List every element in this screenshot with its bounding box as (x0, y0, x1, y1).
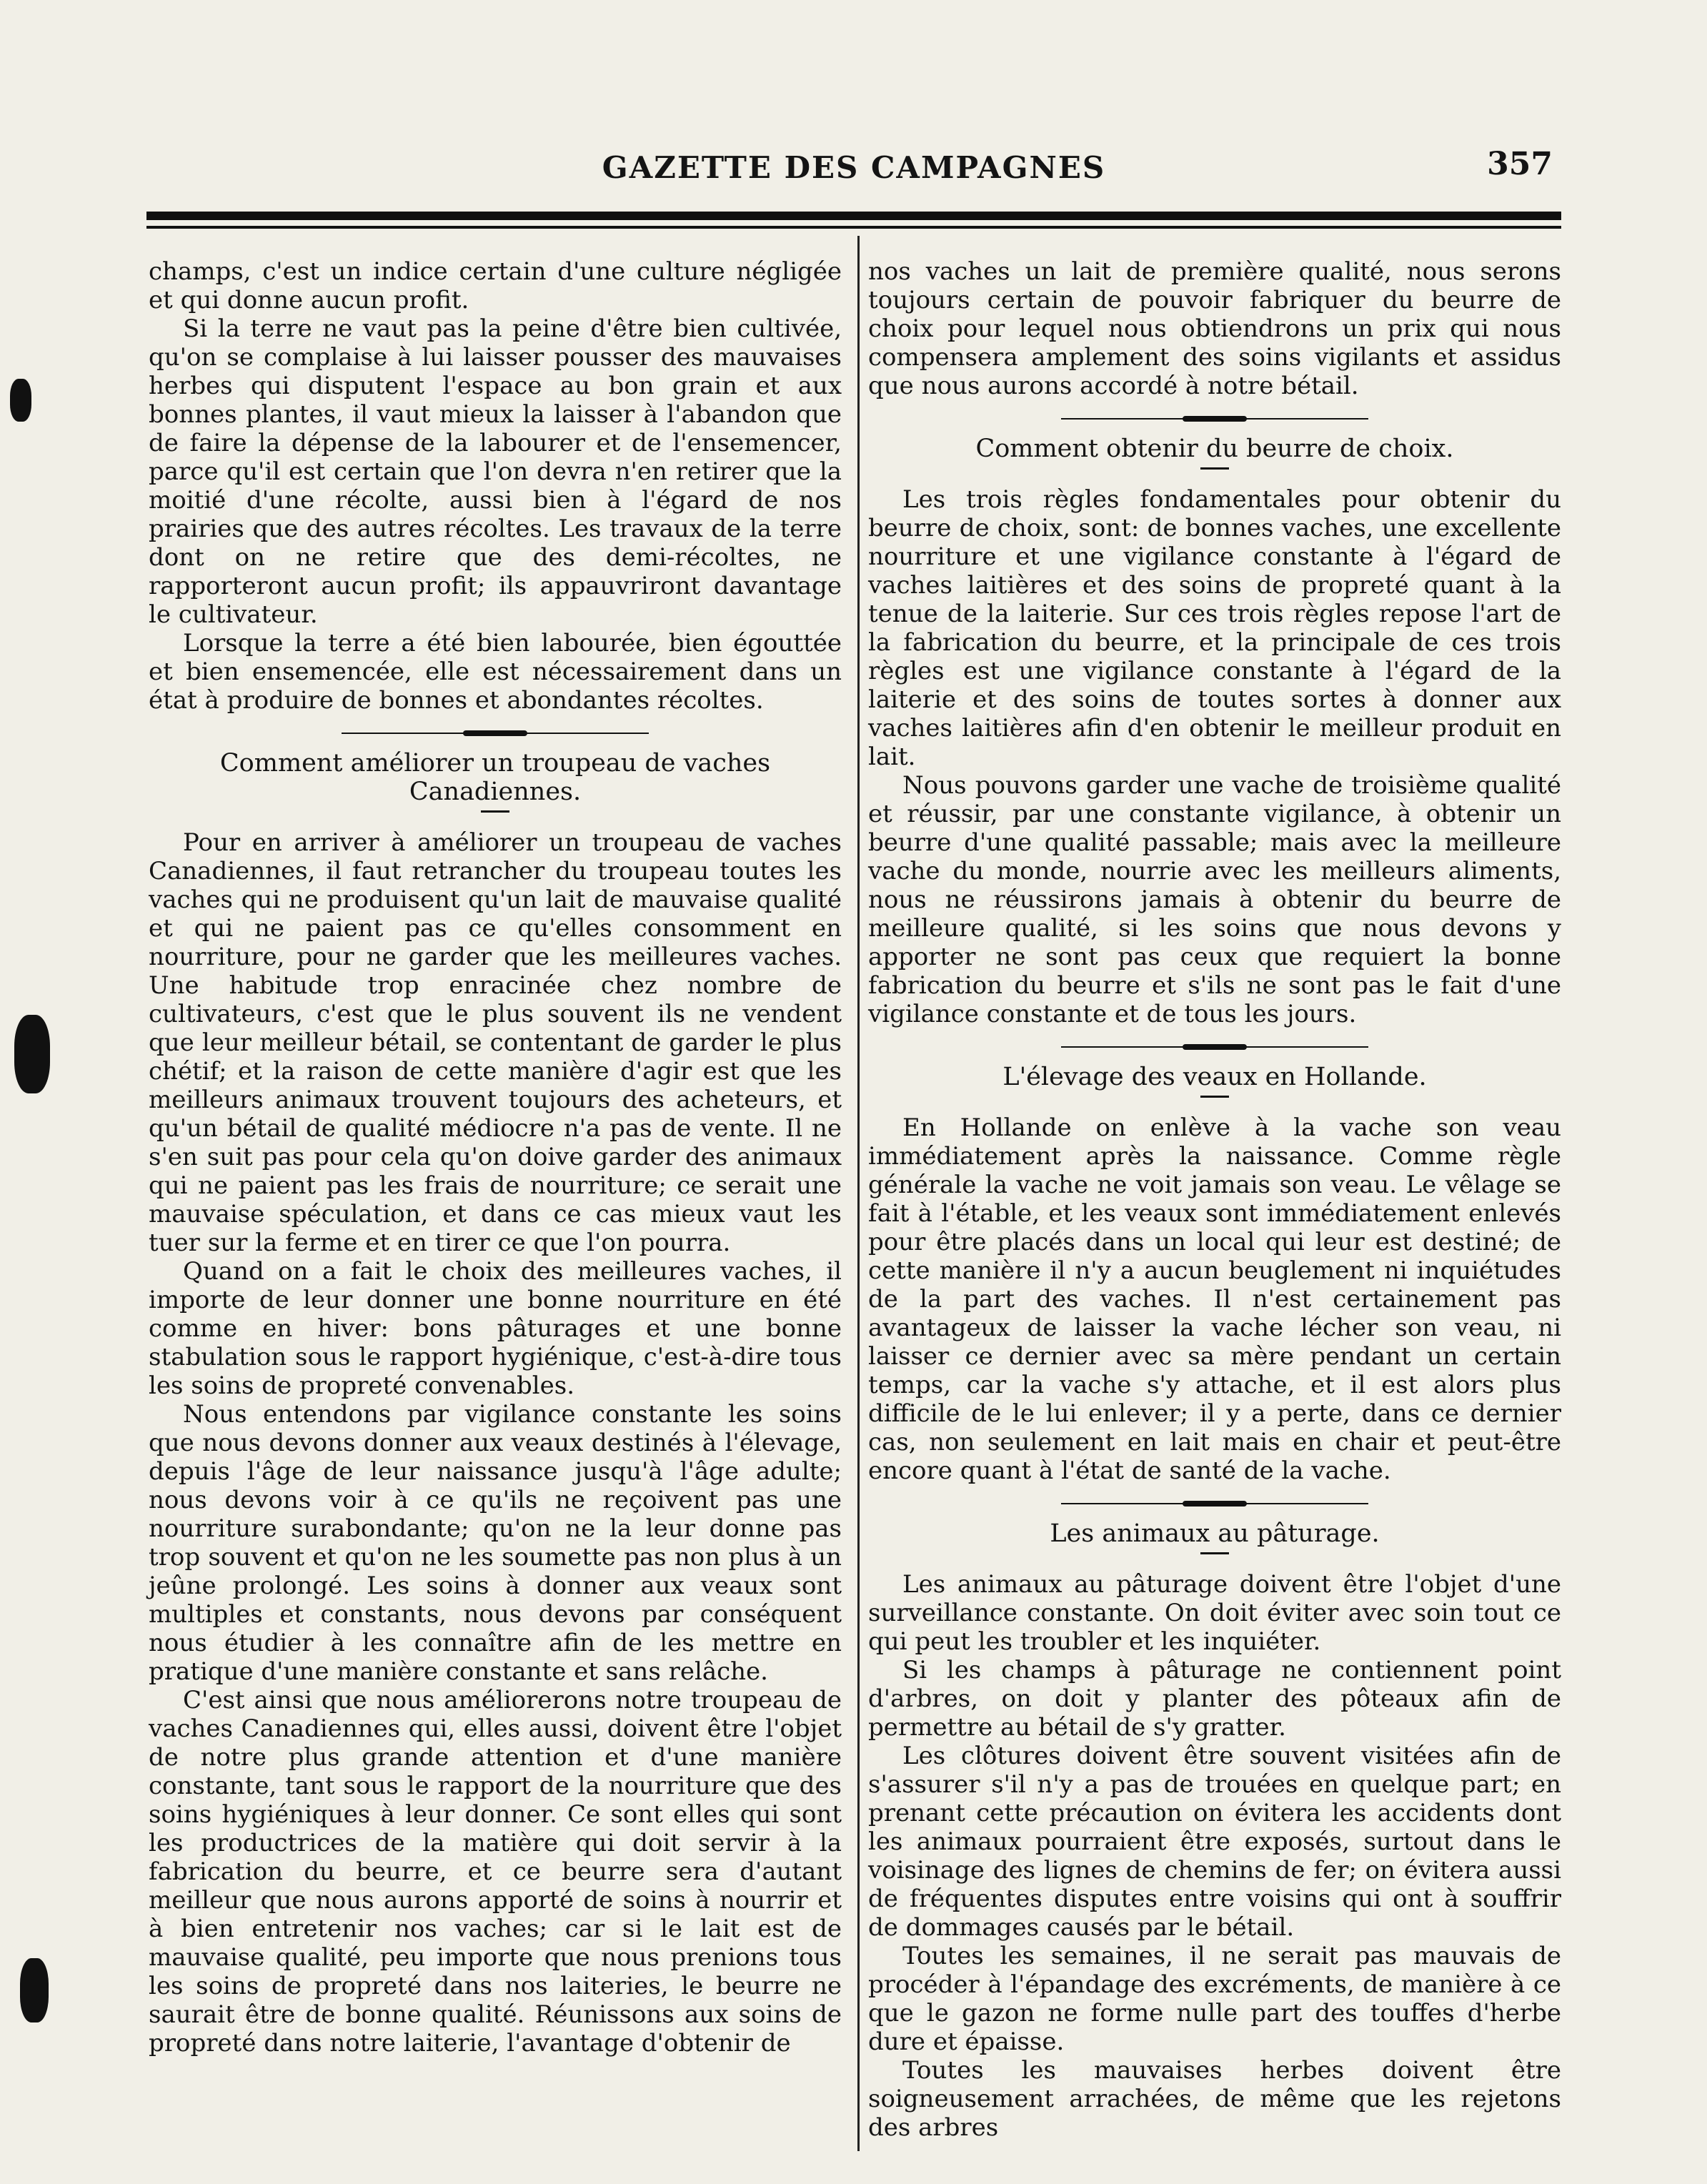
title-dash (1200, 1096, 1229, 1098)
paragraph: champs, c'est un indice certain d'une culture négligée et qui donne aucun profit. (149, 257, 842, 314)
section-separator (342, 729, 649, 738)
paragraph: nos vaches un lait de première qualité, nous serons toujours certain de pouvoir fabriquer du beurre de choix pour lequel nous obtiendrons un prix qui nous compensera amplement des soins vigilants et assidus que nous aurons accordé à notre bétail. (868, 257, 1561, 400)
paragraph: Pour en arriver à améliorer un troupeau de vaches Canadiennes, il faut retrancher du troupeau toutes les vaches qui ne produisent qu'un lait de mauvaise qualité et qui ne paient pas ce qu'elles consomment en nourriture, pour ne garder que les meilleures vaches. Une habitude trop enracinée chez nombre de cultivateurs, c'est que le plus souvent ils ne vendent que leur meilleur bétail, se contentant de garder le plus chétif; et la raison de cette manière d'agir est que les meilleurs animaux trouvent toujours des acheteurs, et qu'un bétail de qualité médiocre n'a pas de vente. Il ne s'en suit pas pour cela qu'on doive garder des animaux qui ne paient pas les frais de nourriture; ce serait une mauvaise spéculation, et dans ce cas mieux vaut les tuer sur la ferme et en tirer ce que l'on pourra. (149, 828, 842, 1257)
paragraph: Quand on a fait le choix des meilleures vaches, il importe de leur donner une bonne nourriture en été comme en hiver: bons pâturages et une bonne stabulation sous le rapport hygiénique, c'est-à-dire tous les soins de propreté convenables. (149, 1257, 842, 1400)
paragraph: Toutes les semaines, il ne serait pas mauvais de procéder à l'épandage des excréments, de manière à ce que le gazon ne forme nulle part des touffes d'herbe dure et épaisse. (868, 1942, 1561, 2056)
title-dash (1200, 1552, 1229, 1554)
section-separator (1061, 1499, 1368, 1508)
paragraph: Nous pouvons garder une vache de troisième qualité et réussir, par une constante vigilance, à obtenir un beurre d'une qualité passable; mais avec la meilleure vache du monde, nourrie avec les meilleurs aliments, nous ne réussirons jamais à obtenir du beurre de meilleure qualité, si les soins que nous devons y apporter ne sont pas ceux que requiert la bonne fabrication du beurre et s'ils ne sont pas le fait d'une vigilance constante et de tous les jours. (868, 771, 1561, 1028)
title-dash (1200, 467, 1229, 470)
paragraph: Nous entendons par vigilance constante les soins que nous devons donner aux veaux destinés à l'élevage, depuis l'âge de leur naissance jusqu'à l'âge adulte; nous devons voir à ce qu'ils ne reçoivent pas une nourriture surabondante; qu'on ne la leur donne pas trop souvent et qu'on ne les soumette pas non plus à un jeûne prolongé. Les soins à donner aux veaux sont multiples et constants, nous devons par conséquent nous étudier à les connaître afin de les mettre en pratique d'une manière constante et sans relâche. (149, 1400, 842, 1686)
paragraph: Les animaux au pâturage doivent être l'objet d'une surveillance constante. On doit éviter avec soin tout ce qui peut les troubler et les inquiéter. (868, 1570, 1561, 1656)
section-separator (1061, 1043, 1368, 1051)
section-separator (1061, 415, 1368, 423)
header-rule-thin (146, 226, 1561, 229)
left-column (149, 257, 842, 2058)
header-rule-thick (146, 212, 1561, 220)
paragraph: En Hollande on enlève à la vache son veau immédiatement après la naissance. Comme règle générale la vache ne voit jamais son veau. Le vêlage se fait à l'étable, et les veaux sont immédiatement enlevés pour être placés dans un local qui leur est destiné; de cette manière il n'y a aucun beuglement ni inquiétudes de la part des vaches. Il n'est certainement pas avantageux de laisser la vache lécher son veau, ni laisser ce dernier avec sa mère pendant un certain temps, car la vache s'y attache, et il est alors plus difficile de le lui enlever; il y a perte, dans ce dernier cas, non seulement en lait mais en chair et peut-être encore quant à l'état de santé de la vache. (868, 1113, 1561, 1485)
paragraph: Lorsque la terre a été bien labourée, bien égouttée et bien ensemencée, elle est nécessairement dans un état à produire de bonnes et abondantes récoltes. (149, 629, 842, 715)
section-title: Comment améliorer un troupeau de vaches Canadiennes. (219, 749, 771, 806)
paragraph: C'est ainsi que nous améliorerons notre troupeau de vaches Canadiennes qui, elles aussi, doivent être l'objet de notre plus grande attention et d'une manière constante, tant sous le rapport de la nourriture que des soins hygiéniques à leur donner. Ce sont elles qui sont les productrices de la matière qui doit servir à la fabrication du beurre, et ce beurre sera d'autant meilleur que nous aurons apporté de soins à nourrir et à bien entretenir nos vaches; car si le lait est de mauvaise qualité, peu importe que nous prenions tous les soins de propreté dans nos laiteries, le beurre ne saurait être de bonne qualité. Réunissons aux soins de propreté dans notre laiterie, l'avantage d'obtenir de (149, 1686, 842, 2058)
paragraph: Si les champs à pâturage ne contiennent point d'arbres, on doit y planter des pôteaux afin de permettre au bétail de s'y gratter. (868, 1656, 1561, 1742)
running-title: GAZETTE DES CAMPAGNES (602, 150, 1106, 185)
paragraph: Si la terre ne vaut pas la peine d'être bien cultivée, qu'on se complaise à lui laisser pousser des mauvaises herbes qui disputent l'espace au bon grain et aux bonnes plantes, il vaut mieux la laisser à l'abandon que de faire la dépense de la labourer et de l'ensemencer, parce qu'il est certain que l'on devra n'en retirer que la moitié d'une récolte, aussi bien à l'égard de nos prairies que des autres récoltes. Les travaux de la terre dont on ne retire que des demi-récoltes, ne rapporteront aucun profit; ils appauvriront davantage le cultivateur. (149, 314, 842, 629)
binding-ink-blot (20, 1958, 49, 2022)
section-title: Comment obtenir du beurre de choix. (975, 435, 1454, 463)
paragraph: Les clôtures doivent être souvent visitées afin de s'assurer s'il n'y a pas de trouées en quelque part; en prenant cette précaution on évitera les accidents dont les animaux pourraient être exposés, surtout dans le voisinage des lignes de chemins de fer; on évitera aussi de fréquentes disputes entre voisins qui ont à souffrir de dommages causés par le bétail. (868, 1742, 1561, 1942)
paragraph: Les trois règles fondamentales pour obtenir du beurre de choix, sont: de bonnes vaches, une excellente nourriture et une vigilance constante à l'égard de vaches laitières et des soins de propreté quant à la tenue de la laiterie. Sur ces trois règles repose l'art de la fabrication du beurre, et la principale de ces trois règles est une vigilance constante à l'égard de la laiterie et des soins de toutes sortes à donner aux vaches laitières afin d'en obtenir le meilleur produit en lait. (868, 485, 1561, 771)
page-number: 357 (1487, 146, 1553, 182)
column-divider (857, 236, 860, 2151)
paragraph: Toutes les mauvaises herbes doivent être soigneusement arrachées, de même que les rejetons des arbres (868, 2056, 1561, 2142)
binding-ink-blot (14, 1015, 50, 1093)
section-title: L'élevage des veaux en Hollande. (1002, 1063, 1427, 1091)
binding-ink-blot (10, 379, 31, 422)
right-column (868, 257, 1561, 2142)
section-title: Les animaux au pâturage. (1050, 1519, 1380, 1548)
page-header (146, 136, 1561, 200)
title-dash (481, 810, 509, 813)
